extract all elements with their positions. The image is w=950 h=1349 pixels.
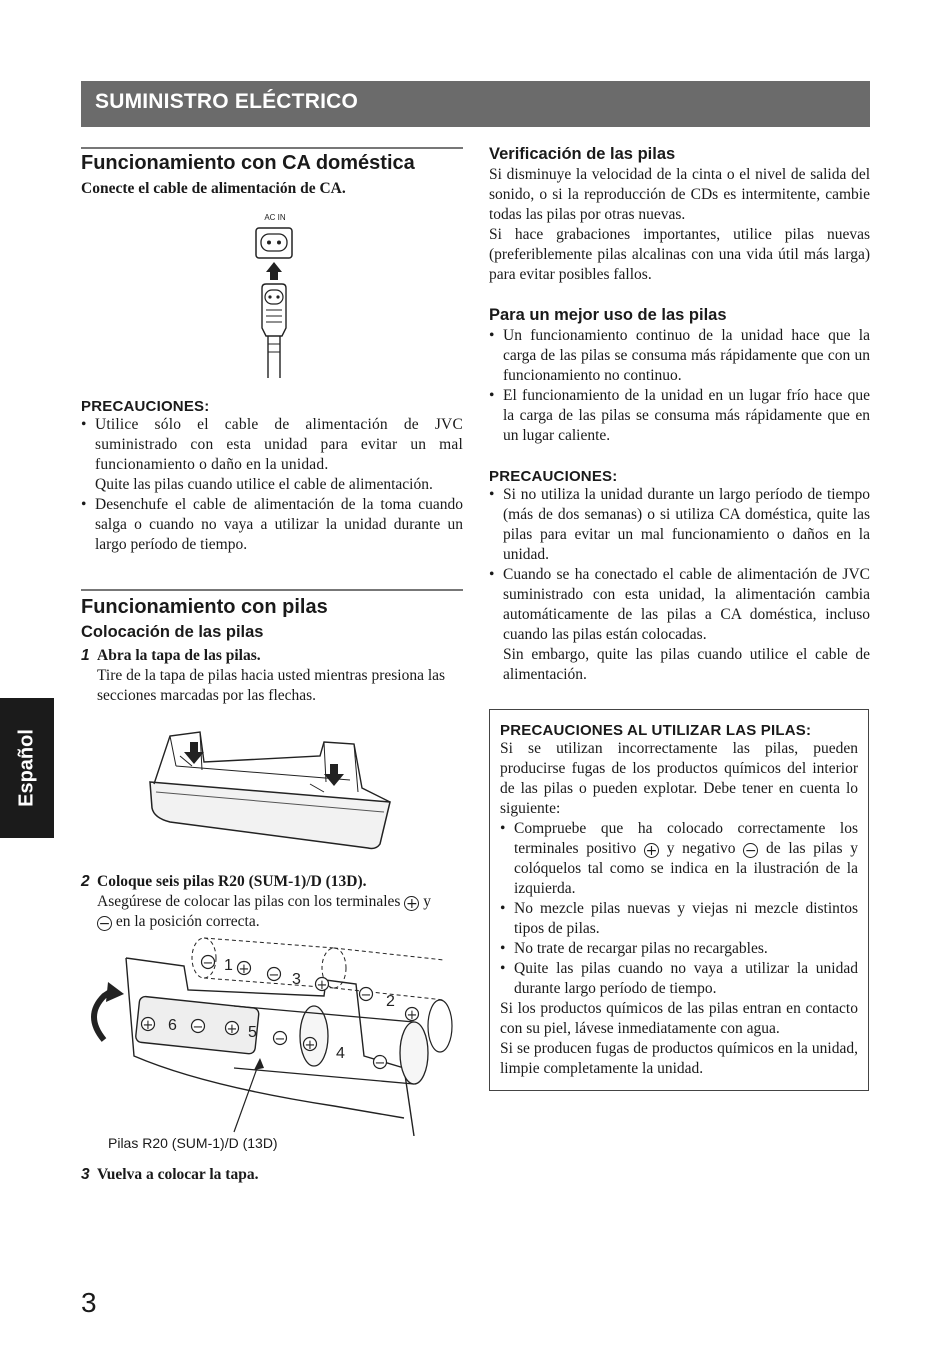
step-text: Tire de la tapa de pilas hacia usted mientras presiona las secciones marcadas por las flechas. [97,667,446,704]
step-1 [81,646,463,706]
warning-item [500,899,858,939]
minus-terminal-icon: − [268,968,280,983]
battery-number-6: 6 [168,1017,177,1034]
step-text-part: y [423,893,431,910]
right-caution-text: Sin embargo, quite las pilas cuando utilice el cable de alimentación. [503,646,870,683]
warning-text: No mezcle pilas nuevas y viejas ni mezcle distintos tipos de pilas. [514,900,858,937]
section-title: SUMINISTRO ELÉCTRICO [95,90,359,113]
plus-terminal-icon: + [406,1008,418,1023]
warning-text: de las pilas y colóquelos tal como se indica en la ilustración de la izquierda. [514,840,859,897]
battery-section-title: Funcionamiento con pilas [81,596,328,618]
right-caution-item [489,485,870,565]
warning-item [500,939,858,959]
warning-outro: Si se producen fugas de productos químicos en la unidad, limpie completamente la unidad. [500,1040,858,1077]
ca-instruction: Conecte el cable de alimentación de CA. [81,180,346,197]
better-use-text: Un funcionamiento continuo de la unidad hace que la carga de las pilas se consuma más rápidamente que con un funcionamiento no continuo. [503,327,870,384]
check-section [489,145,870,285]
step-number: 3 [81,1166,90,1183]
check-para: Si disminuye la velocidad de la cinta o el nivel de salida del sonido, o si la reproducción de CDs es intermitente, cambie todas las pilas por otras nuevas. [489,166,870,223]
step-title: Coloque seis pilas R20 (SUM-1)/D (13D). [97,873,367,890]
plus-terminal-icon: + [142,1018,154,1033]
better-use-item [489,386,870,446]
step-title: Vuelva a colocar la tapa. [97,1166,259,1183]
minus-terminal-icon: − [98,916,111,932]
battery-number-3: 3 [292,971,301,988]
warning-intro: Si se utilizan incorrectamente las pilas, pueden producirse fugas de los productos químicos del interior de las pilas o pueden explotar. Debe tener en cuenta lo siguiente: [500,740,858,817]
battery-number-4: 4 [336,1045,345,1062]
ca-section [81,152,463,199]
battery-warning-box [489,709,869,1091]
warning-text: No trate de recargar pilas no recargables. [514,940,768,957]
better-use-title: Para un mejor uso de las pilas [489,306,727,324]
battery-subtitle: Colocación de las pilas [81,623,264,641]
plus-terminal-icon: + [226,1022,238,1037]
minus-terminal-icon: − [202,956,214,971]
better-use-section [489,306,870,446]
warning-item [500,959,858,999]
minus-terminal-icon: − [360,988,372,1003]
ac-in-label: AC IN [264,213,286,222]
step-text-part: Asegúrese de colocar las pilas con los terminales [97,893,401,910]
plus-terminal-icon: + [238,962,250,977]
ac-plug-illustration [240,210,310,382]
step-number: 1 [81,647,90,664]
warning-text: Compruebe que ha colocado correctamente los terminales positivo [514,820,858,857]
ca-caution-title: PRECAUCIONES: [81,398,210,415]
right-cautions [489,468,870,685]
ca-caution-text: Desenchufe el cable de alimentación de la toma cuando salga o cuando no vaya a utilizar la unidad durante un largo período de tiempo. [95,496,463,553]
warning-outro: Si los productos químicos de las pilas entran en contacto con su piel, lávese inmediatamente con agua. [500,1000,858,1037]
check-title: Verificación de las pilas [489,145,676,163]
better-use-text: El funcionamiento de la unidad en un lugar frío hace que la carga de las pilas se consuma más rápidamente que en un lugar caliente. [503,387,870,444]
minus-terminal-icon: − [192,1020,204,1035]
battery-section-rule [81,589,463,591]
check-para: Si hace grabaciones importantes, utilice pilas nuevas (preferiblemente pilas alcalinas con una vida útil más larga) para evitar posibles fallos. [489,226,870,283]
ca-section-title: Funcionamiento con CA doméstica [81,152,415,174]
ca-caution-item [81,495,463,555]
plus-terminal-icon: + [316,978,328,993]
language-tab-label: Español [15,729,38,807]
battery-number-1: 1 [224,957,233,974]
ca-caution-item [81,415,463,495]
warning-item [500,819,858,899]
step-title: Abra la tapa de las pilas. [97,647,261,664]
language-tab [0,698,54,838]
minus-terminal-icon: − [374,1056,386,1071]
right-caution-title: PRECAUCIONES: [489,468,618,485]
ca-cautions [81,398,463,555]
plus-terminal-icon: + [645,843,658,859]
right-caution-text: Cuando se ha conectado el cable de alimentación de JVC suministrado con esta unidad, la alimentación cambia automáticamente de las pilas a CA doméstica, incluso cuando las pilas están colocadas. [503,566,870,643]
battery-cover-illustration [140,722,410,852]
minus-terminal-icon: − [274,1032,286,1047]
battery-placement-illustration [84,936,464,1136]
ca-caution-text: Utilice sólo el cable de alimentación de JVC suministrado con esta unidad para evitar un mal funcionamiento o daño en la unidad. [95,416,463,473]
battery-figure-caption: Pilas R20 (SUM-1)/D (13D) [108,1135,278,1151]
step-number: 2 [81,873,90,890]
better-use-item [489,326,870,386]
page-number: 3 [81,1287,97,1318]
warning-text: Quite las pilas cuando no vaya a utilizar la unidad durante largo período de tiempo. [514,960,858,997]
ca-section-rule [81,147,463,149]
step-2 [81,872,463,932]
right-caution-text: Si no utiliza la unidad durante un largo período de tiempo (más de dos semanas) o si utiliza CA doméstica, quite las pilas para evitar un mal funcionamiento o daños en la unidad. [503,486,870,563]
step-3 [81,1165,463,1185]
battery-number-2: 2 [386,993,395,1010]
battery-section [81,596,463,706]
battery-number-5: 5 [248,1024,257,1041]
warning-box-title: PRECAUCIONES AL UTILIZAR LAS PILAS: [500,722,812,739]
plus-terminal-icon: + [405,896,418,912]
plus-terminal-icon: + [304,1038,316,1053]
warning-text: y negativo [666,840,736,857]
ca-caution-text: Quite las pilas cuando utilice el cable de alimentación. [95,476,433,493]
minus-terminal-icon: − [744,843,757,859]
step-text-part: en la posición correcta. [115,913,260,930]
step-text [81,892,463,932]
right-caution-item [489,565,870,685]
section-header [81,81,870,127]
